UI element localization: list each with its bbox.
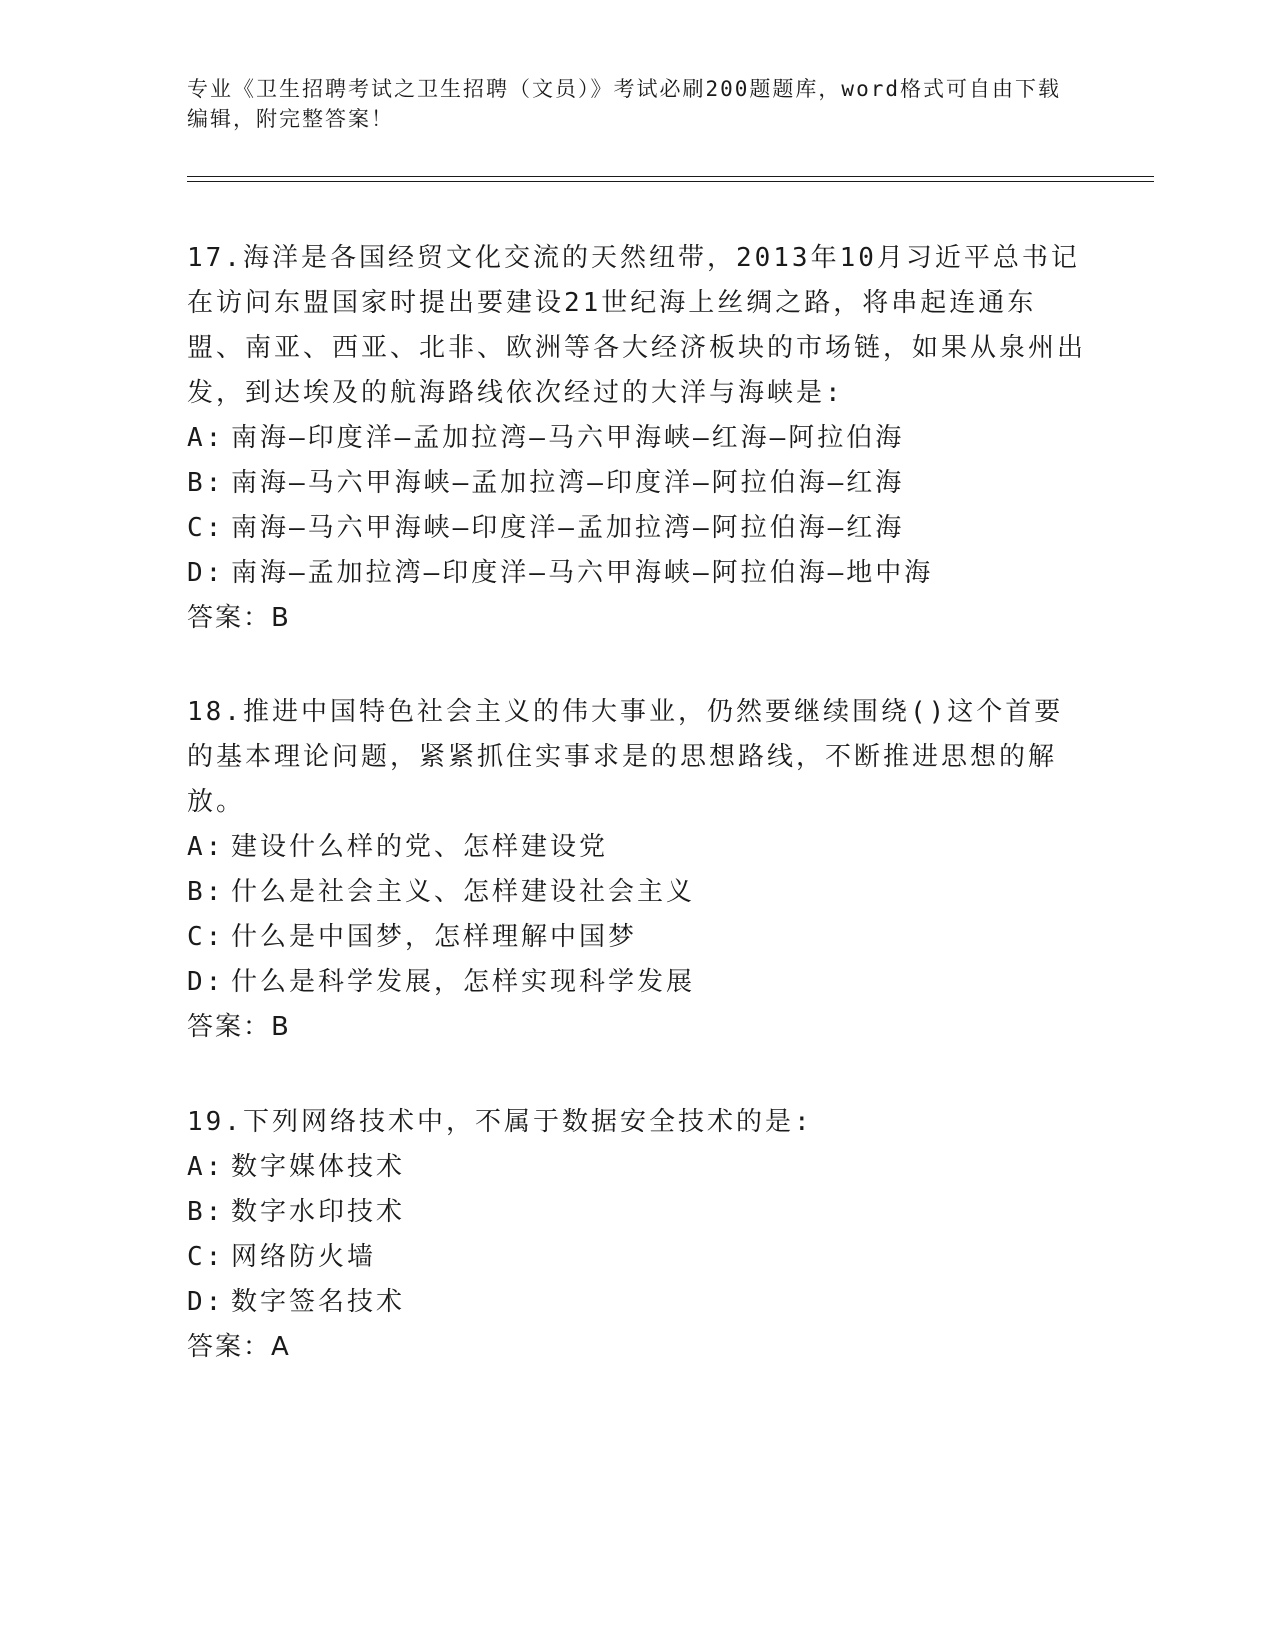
option-text: 南海—印度洋—孟加拉湾—马六甲海峡—红海—阿拉伯海 <box>231 423 905 453</box>
option-b <box>187 1190 1087 1235</box>
option-d <box>187 551 1087 596</box>
question-17 <box>187 236 1087 641</box>
question-stem: 19.下列网络技术中，不属于数据安全技术的是: <box>187 1107 813 1137</box>
option-text: 什么是中国梦，怎样理解中国梦 <box>231 922 638 952</box>
option-letter: C: <box>187 513 225 543</box>
option-letter: A: <box>187 423 225 453</box>
option-letter: D: <box>187 558 225 588</box>
option-text: 南海—马六甲海峡—孟加拉湾—印度洋—阿拉伯海—红海 <box>231 468 905 498</box>
option-letter: B: <box>187 1197 225 1227</box>
option-letter: B: <box>187 877 225 907</box>
option-a <box>187 1145 1087 1190</box>
option-a <box>187 825 1087 870</box>
option-text: 南海—马六甲海峡—印度洋—孟加拉湾—阿拉伯海—红海 <box>231 513 905 543</box>
answer: 答案：B <box>187 1012 291 1042</box>
option-letter: D: <box>187 1287 225 1317</box>
option-b <box>187 870 1087 915</box>
option-letter: C: <box>187 922 225 952</box>
answer: 答案：A <box>187 1332 291 1362</box>
option-text: 南海—孟加拉湾—印度洋—马六甲海峡—阿拉伯海—地中海 <box>231 558 934 588</box>
header-rule-top <box>187 176 1154 177</box>
answer: 答案：B <box>187 603 291 633</box>
option-d <box>187 1280 1087 1325</box>
option-letter: D: <box>187 967 225 997</box>
option-c <box>187 506 1087 551</box>
question-18 <box>187 690 1087 1050</box>
option-b <box>187 461 1087 506</box>
document-header: 专业《卫生招聘考试之卫生招聘（文员）》考试必刷200题题库，word格式可自由下载编辑，附完整答案！ <box>187 77 1061 131</box>
question-stem: 18.推进中国特色社会主义的伟大事业，仍然要继续围绕()这个首要的基本理论问题，紧紧抓住实事求是的思想路线，不断推进思想的解放。 <box>187 697 1064 817</box>
option-letter: A: <box>187 1152 225 1182</box>
option-letter: C: <box>187 1242 225 1272</box>
option-text: 网络防火墙 <box>231 1242 377 1272</box>
option-c <box>187 1235 1087 1280</box>
option-c <box>187 915 1087 960</box>
option-text: 数字签名技术 <box>231 1287 406 1317</box>
option-text: 数字水印技术 <box>231 1197 406 1227</box>
option-text: 什么是社会主义、怎样建设社会主义 <box>231 877 696 907</box>
option-text: 数字媒体技术 <box>231 1152 406 1182</box>
option-text: 什么是科学发展，怎样实现科学发展 <box>231 967 696 997</box>
question-stem: 17.海洋是各国经贸文化交流的天然纽带，2013年10月习近平总书记在访问东盟国家时提出要建设21世纪海上丝绸之路，将串起连通东盟、南亚、西亚、北非、欧洲等各大经济板块的市场链，如果从泉州出发，到达埃及的航海路线依次经过的大洋与海峡是: <box>187 243 1087 408</box>
option-a <box>187 416 1087 461</box>
header-rule-bottom <box>187 181 1154 182</box>
option-d <box>187 960 1087 1005</box>
option-letter: B: <box>187 468 225 498</box>
question-19 <box>187 1100 1087 1370</box>
option-letter: A: <box>187 832 225 862</box>
option-text: 建设什么样的党、怎样建设党 <box>231 832 609 862</box>
